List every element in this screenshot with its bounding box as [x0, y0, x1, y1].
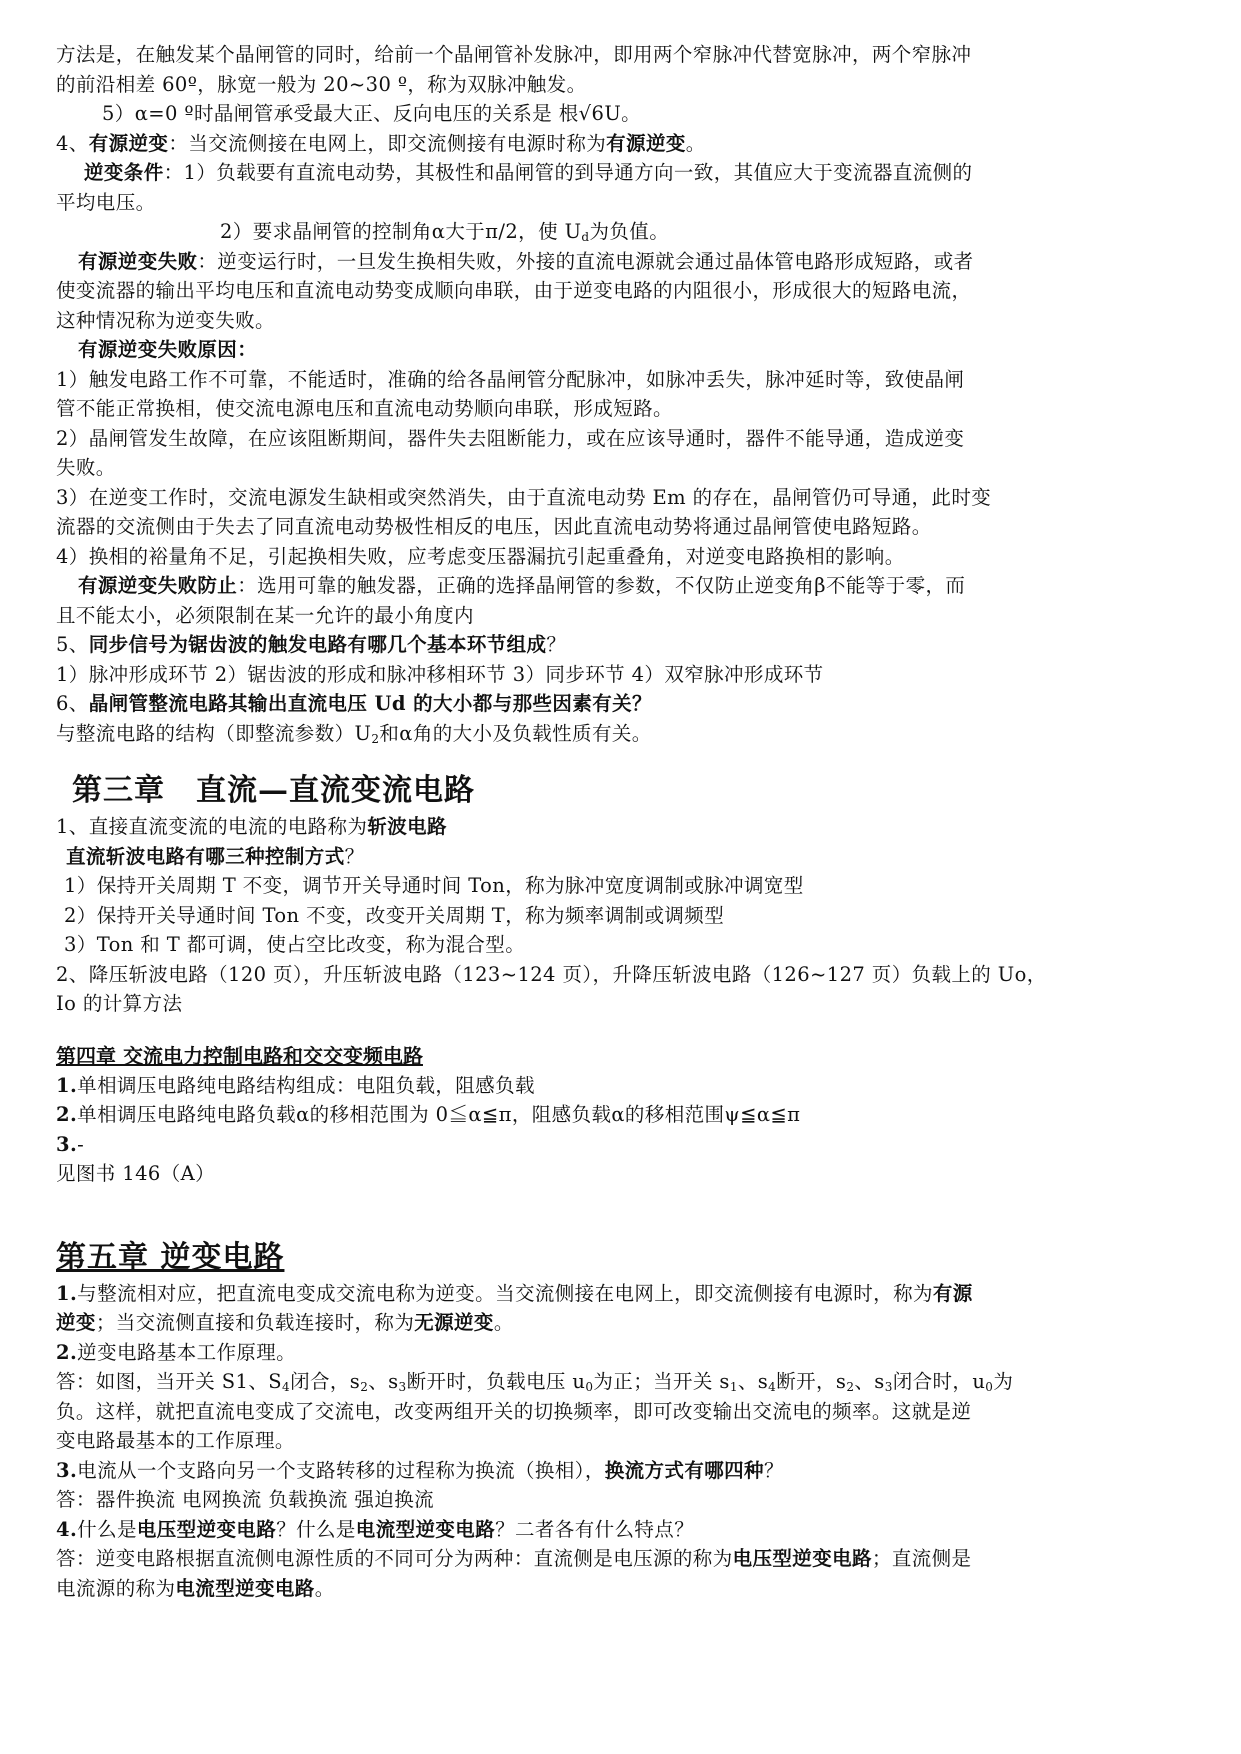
text-line: 2）晶闸管发生故障，在应该阻断期间，器件失去阻断能力，或在应该导通时，器件不能导通，造成逆变	[56, 426, 965, 450]
question-title: 直流斩波电路有哪三种控制方式	[66, 844, 345, 868]
failure-reasons-heading: 有源逆变失败原因：	[78, 338, 258, 361]
text: ；当交流侧直接和负载连接时，称为	[95, 1311, 415, 1334]
text: 、s	[854, 1370, 885, 1393]
text-line: 1）脉冲形成环节 2）锯齿波的形成和脉冲移相环节 3）同步环节 4）双窄脉冲形成环节	[56, 662, 824, 686]
ch4-item-2	[56, 1100, 1186, 1130]
term: 无源逆变	[414, 1311, 494, 1334]
document-page	[56, 40, 1186, 1603]
text: 电流源的称为	[56, 1576, 176, 1600]
question-number: 1、	[56, 815, 89, 838]
failure-prevention	[56, 571, 1186, 601]
inversion-failure	[56, 247, 1186, 277]
text: 为	[993, 1370, 1014, 1393]
ch5-item-1	[56, 1279, 1186, 1309]
text: 。	[314, 1576, 335, 1600]
text: 与整流相对应，把直流电变成交流电称为逆变。当交流侧接在电网上，即交流侧接有电源时，称为	[77, 1281, 933, 1305]
text: 闭合，s	[290, 1370, 361, 1393]
text-line: 流器的交流侧由于失去了同直流电动势极性相反的电压，因此直流电动势将通过晶闸管使电路短路。	[56, 515, 932, 538]
question-title: 晶闸管整流电路其输出直流电压 Ud 的大小都与那些因素有关？	[88, 692, 652, 715]
subscript: 4	[282, 1380, 291, 1394]
term: 换流方式有哪四种	[604, 1458, 764, 1482]
text-line: 变电路最基本的工作原理。	[56, 1429, 295, 1452]
ch4-item-1	[56, 1071, 1186, 1101]
ch5-item-3	[56, 1456, 1186, 1486]
text: 断开时，负载电压 u	[406, 1370, 586, 1393]
text: 单相调压电路纯电路结构组成：电阻负载，阻感负载	[77, 1073, 535, 1097]
text-line	[56, 1574, 1186, 1604]
text: 2）要求晶闸管的控制角α大于π/2，使 U	[220, 220, 582, 243]
item-number: 2.	[56, 1340, 78, 1364]
text-line: 方法是，在触发某个晶闸管的同时，给前一个晶闸管补发脉冲，即用两个窄脉冲代替宽脉冲，两个窄脉冲	[56, 43, 972, 66]
text-line	[56, 719, 1186, 749]
item-number: 3.	[56, 1458, 78, 1482]
text: ？	[344, 844, 365, 868]
item-number: 3.	[56, 1132, 78, 1156]
text: 闭合时，u	[892, 1370, 986, 1393]
term: 电流型逆变电路	[175, 1576, 315, 1600]
text: 逆变电路基本工作原理。	[77, 1340, 297, 1364]
subscript: 0	[585, 1380, 594, 1394]
text: ：选用可靠的触发器，正确的选择晶闸管的参数，不仅防止逆变角β不能等于零，而	[237, 574, 966, 597]
chapter-5-title: 第五章 逆变电路	[56, 1239, 285, 1275]
item-number: 2.	[56, 1103, 78, 1126]
subscript: 2	[371, 731, 380, 746]
text-line: 见图书 146（A）	[56, 1162, 216, 1185]
text: 单相调压电路纯电路负载α的移相范围为 0≦α≦π，阻感负载α的移相范围ψ≦α≦π	[77, 1103, 801, 1126]
term: 电流型逆变电路	[355, 1517, 496, 1541]
item-number: 4.	[56, 1517, 78, 1541]
text: 、s	[368, 1370, 399, 1393]
term: 逆变	[56, 1311, 96, 1334]
text-line: 3）在逆变工作时，交流电源发生缺相或突然消失，由于直流电动势 Em 的存在，晶闸管仍可导通，此时变	[56, 485, 992, 509]
ch3-q1	[56, 812, 1186, 842]
text: 为负值。	[589, 220, 670, 243]
text: ？二者各有什么特点？	[495, 1517, 695, 1541]
text-line	[56, 217, 1186, 247]
text: ：逆变运行时，一旦发生换相失败，外接的直流电源就会通过晶体管电路形成短路，或者	[197, 249, 974, 273]
subscript: 2	[846, 1380, 855, 1394]
term: 有源逆变	[606, 131, 686, 155]
text: 答：逆变电路根据直流侧电源性质的不同可分为两种：直流侧是电压源的称为	[56, 1547, 733, 1570]
text: 。	[685, 131, 706, 155]
ch5-item-4	[56, 1515, 1186, 1545]
text: 什么是	[77, 1517, 137, 1541]
term: 斩波电路	[367, 815, 447, 838]
text: 电流从一个支路向另一个支路转移的过程称为换流（换相），	[77, 1458, 605, 1482]
term: 有源逆变失败	[78, 249, 198, 273]
text: 为正；当开关 s	[593, 1370, 730, 1393]
text: ：当交流侧接在电网上，即交流侧接有电源时称为	[168, 131, 607, 155]
chapter-3-title: 第三章 直流—直流变流电路	[72, 773, 475, 808]
text: 和α角的大小及负载性质有关。	[379, 721, 652, 745]
text: -	[77, 1132, 85, 1156]
question-title: 同步信号为锯齿波的触发电路有哪几个基本环节组成	[88, 633, 547, 656]
subscript: d	[581, 230, 590, 244]
text: 断开，s	[776, 1370, 847, 1393]
term: 有源逆变	[88, 131, 169, 155]
inversion-condition	[56, 158, 1186, 188]
question-number: 6、	[56, 692, 89, 715]
subscript: 3	[398, 1380, 407, 1394]
text: ？	[763, 1458, 784, 1482]
subscript: 3	[884, 1380, 893, 1394]
text: 。	[493, 1311, 514, 1334]
term: 电压型逆变电路	[732, 1547, 872, 1570]
text: 答：如图，当开关 S1、S	[56, 1370, 283, 1393]
text: 与整流电路的结构（即整流参数）U	[56, 721, 372, 745]
ch4-item-3	[56, 1130, 1186, 1160]
text: 直接直流变流的电流的电路称为	[88, 815, 368, 838]
text-line	[56, 1367, 1186, 1397]
ch3-q2	[56, 960, 1186, 990]
text: ：1）负载要有直流电动势，其极性和晶闸管的到导通方向一致，其值应大于变流器直流侧的	[163, 161, 973, 184]
text: ？	[546, 633, 567, 656]
question-number: 5、	[56, 633, 89, 656]
text-line: 负。这样，就把直流电变成了交流电，改变两组开关的切换频率，即可改变输出交流电的频率。这就是逆	[56, 1399, 972, 1423]
text-line: 的前沿相差 60º，脉宽一般为 20~30 º，称为双脉冲触发。	[56, 72, 587, 96]
text-line: 4）换相的裕量角不足，引起换相失败，应考虑变压器漏抗引起重叠角，对逆变电路换相的影响。	[56, 544, 905, 568]
text-line: 答：器件换流 电网换流 负载换流 强迫换流	[56, 1488, 434, 1511]
question-number: 2、	[56, 962, 89, 986]
text: ？什么是	[276, 1517, 356, 1541]
question-number: 4、	[56, 131, 89, 155]
term: 电压型逆变电路	[136, 1517, 277, 1541]
text-line: 失败。	[56, 456, 116, 479]
text-line: 1）保持开关周期 T 不变，调节开关导通时间 Ton，称为脉冲宽度调制或脉冲调宽型	[64, 874, 804, 897]
text-line: 使变流器的输出平均电压和直流电动势变成顺向串联，由于逆变电路的内阻很小，形成很大的短路电流，	[56, 279, 972, 302]
text-line	[56, 1544, 1186, 1574]
subscript: 0	[985, 1380, 994, 1394]
text: 、s	[737, 1370, 769, 1393]
subscript: 4	[768, 1380, 777, 1394]
question-4	[56, 129, 1186, 159]
subscript: 1	[729, 1380, 738, 1394]
item-number: 1.	[56, 1281, 78, 1305]
text-line: 5）α=0 º时晶闸管承受最大正、反向电压的关系是 根√6U。	[102, 102, 642, 125]
text-line: 平均电压。	[56, 190, 156, 214]
chapter-4-title: 第四章 交流电力控制电路和交交变频电路	[56, 1043, 423, 1068]
term: 有源逆变失败防止	[78, 574, 238, 597]
text-line: 2）保持开关导通时间 Ton 不变，改变开关周期 T，称为频率调制或调频型	[64, 903, 725, 927]
text-line: 1）触发电路工作不可靠，不能适时，准确的给各晶闸管分配脉冲，如脉冲丢失，脉冲延时等，致使晶闸	[56, 367, 965, 391]
question-6	[56, 689, 1186, 719]
ch5-item-2	[56, 1338, 1186, 1368]
item-number: 1.	[56, 1073, 78, 1097]
text: ；直流侧是	[871, 1547, 972, 1570]
term: 逆变条件	[84, 161, 164, 184]
subscript: 2	[360, 1380, 369, 1394]
text-line: 3）Ton 和 T 都可调，使占空比改变，称为混合型。	[64, 933, 526, 956]
ch3-q1-sub	[56, 842, 1186, 872]
text: 降压斩波电路（120 页），升压斩波电路（123~124 页），升降压斩波电路（126~127 页）负载上的 Uo，	[88, 962, 1047, 986]
term: 有源	[932, 1281, 973, 1305]
text-line: 管不能正常换相，使交流电源电压和直流电动势顺向串联，形成短路。	[56, 397, 673, 420]
text-line: 这种情况称为逆变失败。	[56, 308, 275, 332]
question-5	[56, 630, 1186, 660]
text-line: 且不能太小，必须限制在某一允许的最小角度内	[56, 603, 474, 627]
text-line	[56, 1308, 1186, 1338]
text-line: Io 的计算方法	[56, 992, 183, 1015]
